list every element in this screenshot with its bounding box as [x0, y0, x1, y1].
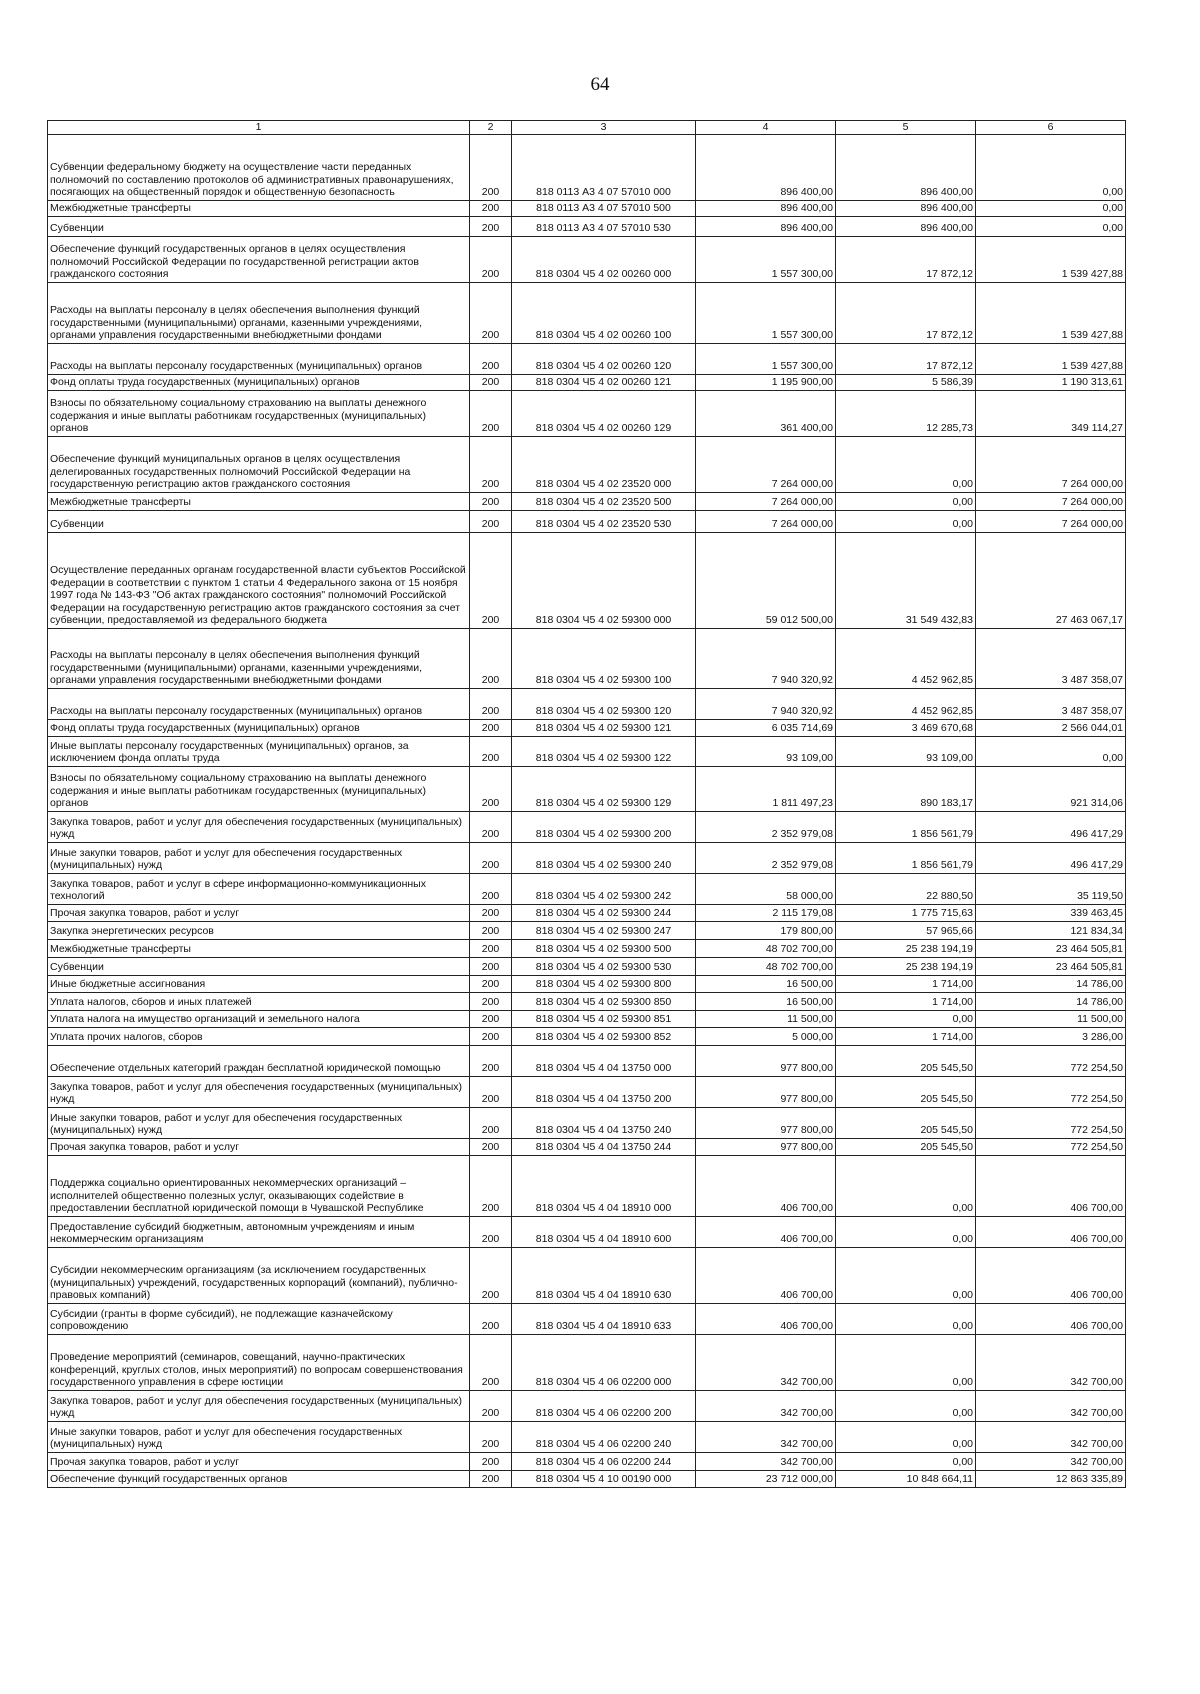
row-code: 200: [470, 1138, 512, 1155]
row-approved: 48 702 700,00: [696, 939, 836, 957]
table-row: [48, 1045, 1126, 1076]
row-classifier: 818 0304 Ч5 4 02 59300 530: [512, 957, 696, 975]
row-classifier: 818 0304 Ч5 4 04 18910 630: [512, 1247, 696, 1303]
table-row: [48, 216, 1126, 236]
column-header-5: 5: [836, 121, 976, 135]
row-approved: 16 500,00: [696, 992, 836, 1010]
row-approved: 977 800,00: [696, 1138, 836, 1155]
table-row: [48, 719, 1126, 736]
row-unexecuted: 772 254,50: [976, 1138, 1126, 1155]
budget-execution-table: [47, 120, 1126, 1488]
row-code: 200: [470, 688, 512, 719]
row-code: 200: [470, 1107, 512, 1138]
row-approved: 7 264 000,00: [696, 436, 836, 492]
row-classifier: 818 0304 Ч5 4 02 59300 000: [512, 532, 696, 628]
row-code: 200: [470, 1216, 512, 1247]
row-unexecuted: 772 254,50: [976, 1107, 1126, 1138]
row-unexecuted: 339 463,45: [976, 904, 1126, 921]
table-row: [48, 766, 1126, 811]
row-approved: 179 800,00: [696, 921, 836, 939]
row-executed: 0,00: [836, 510, 976, 532]
row-executed: 22 880,50: [836, 873, 976, 904]
row-name: Межбюджетные трансферты: [48, 200, 470, 216]
row-code: 200: [470, 957, 512, 975]
row-approved: 48 702 700,00: [696, 957, 836, 975]
row-code: 200: [470, 992, 512, 1010]
row-name: Прочая закупка товаров, работ и услуг: [48, 904, 470, 921]
table-row: [48, 390, 1126, 436]
row-code: 200: [470, 736, 512, 766]
row-name: Субвенции: [48, 957, 470, 975]
table-row: [48, 628, 1126, 688]
row-name: Уплата прочих налогов, сборов: [48, 1027, 470, 1045]
row-classifier: 818 0304 Ч5 4 02 59300 851: [512, 1010, 696, 1027]
row-classifier: 818 0113 А3 4 07 57010 530: [512, 216, 696, 236]
row-classifier: 818 0304 Ч5 4 02 59300 129: [512, 766, 696, 811]
row-executed: 205 545,50: [836, 1076, 976, 1107]
table-row: [48, 873, 1126, 904]
row-unexecuted: 14 786,00: [976, 992, 1126, 1010]
row-code: 200: [470, 921, 512, 939]
column-header-1: 1: [48, 121, 470, 135]
row-executed: 1 775 715,63: [836, 904, 976, 921]
row-unexecuted: 406 700,00: [976, 1247, 1126, 1303]
row-executed: 12 285,73: [836, 390, 976, 436]
row-approved: 342 700,00: [696, 1390, 836, 1421]
page-number: 64: [590, 74, 610, 95]
row-name: Уплата налога на имущество организаций и земельного налога: [48, 1010, 470, 1027]
row-executed: 31 549 432,83: [836, 532, 976, 628]
table-row: [48, 1138, 1126, 1155]
row-executed: 93 109,00: [836, 736, 976, 766]
row-code: 200: [470, 200, 512, 216]
row-unexecuted: 121 834,34: [976, 921, 1126, 939]
row-unexecuted: 406 700,00: [976, 1216, 1126, 1247]
row-unexecuted: 3 487 358,07: [976, 628, 1126, 688]
row-classifier: 818 0304 Ч5 4 02 00260 120: [512, 343, 696, 374]
row-name: Закупка товаров, работ и услуг для обеспечения государственных (муниципальных) нужд: [48, 811, 470, 842]
row-code: 200: [470, 1470, 512, 1487]
table-row: [48, 532, 1126, 628]
table-row: [48, 688, 1126, 719]
row-code: 200: [470, 811, 512, 842]
row-approved: 5 000,00: [696, 1027, 836, 1045]
row-code: 200: [470, 719, 512, 736]
row-code: 200: [470, 1303, 512, 1334]
row-unexecuted: 2 566 044,01: [976, 719, 1126, 736]
row-executed: 0,00: [836, 1452, 976, 1470]
row-approved: 7 264 000,00: [696, 510, 836, 532]
row-code: 200: [470, 1334, 512, 1390]
row-code: 200: [470, 510, 512, 532]
row-name: Прочая закупка товаров, работ и услуг: [48, 1452, 470, 1470]
row-approved: 58 000,00: [696, 873, 836, 904]
row-unexecuted: 1 190 313,61: [976, 374, 1126, 390]
row-unexecuted: 11 500,00: [976, 1010, 1126, 1027]
row-approved: 11 500,00: [696, 1010, 836, 1027]
row-code: 200: [470, 1076, 512, 1107]
row-executed: 1 714,00: [836, 992, 976, 1010]
table-row: [48, 939, 1126, 957]
row-classifier: 818 0304 Ч5 4 02 59300 200: [512, 811, 696, 842]
row-unexecuted: 342 700,00: [976, 1452, 1126, 1470]
table-row: [48, 436, 1126, 492]
table-row: [48, 134, 1126, 200]
row-code: 200: [470, 1390, 512, 1421]
row-approved: 2 352 979,08: [696, 842, 836, 873]
row-approved: 361 400,00: [696, 390, 836, 436]
row-executed: 0,00: [836, 436, 976, 492]
row-name: Субвенции: [48, 216, 470, 236]
table-row: [48, 1470, 1126, 1487]
row-unexecuted: 921 314,06: [976, 766, 1126, 811]
row-unexecuted: 406 700,00: [976, 1303, 1126, 1334]
row-classifier: 818 0304 Ч5 4 02 59300 247: [512, 921, 696, 939]
row-unexecuted: 496 417,29: [976, 842, 1126, 873]
row-code: 200: [470, 436, 512, 492]
row-classifier: 818 0304 Ч5 4 02 59300 240: [512, 842, 696, 873]
row-executed: 3 469 670,68: [836, 719, 976, 736]
row-name: Проведение мероприятий (семинаров, совещаний, научно-практических конференций, круглых столов, иных мероприятий) по вопросам совершенствования государственного управления в сфере юстиции: [48, 1334, 470, 1390]
row-classifier: 818 0304 Ч5 4 02 59300 244: [512, 904, 696, 921]
row-executed: 5 586,39: [836, 374, 976, 390]
row-executed: 1 856 561,79: [836, 842, 976, 873]
row-name: Субвенции: [48, 510, 470, 532]
row-classifier: 818 0304 Ч5 4 02 59300 121: [512, 719, 696, 736]
row-classifier: 818 0304 Ч5 4 02 59300 852: [512, 1027, 696, 1045]
row-executed: 205 545,50: [836, 1138, 976, 1155]
table-row: [48, 1107, 1126, 1138]
row-unexecuted: 23 464 505,81: [976, 957, 1126, 975]
row-unexecuted: 0,00: [976, 134, 1126, 200]
row-code: 200: [470, 390, 512, 436]
row-name: Иные закупки товаров, работ и услуг для обеспечения государственных (муниципальных) нужд: [48, 1421, 470, 1452]
row-unexecuted: 0,00: [976, 736, 1126, 766]
row-classifier: 818 0304 Ч5 4 02 59300 800: [512, 975, 696, 992]
row-name: Субвенции федеральному бюджету на осуществление части переданных полномочий по составлению протоколов об административных правонарушениях, посягающих на общественный порядок и общественную безопасность: [48, 134, 470, 200]
row-approved: 93 109,00: [696, 736, 836, 766]
row-executed: 0,00: [836, 1216, 976, 1247]
column-number-row: [48, 121, 1126, 135]
row-unexecuted: 7 264 000,00: [976, 436, 1126, 492]
column-header-4: 4: [696, 121, 836, 135]
row-code: 200: [470, 1247, 512, 1303]
row-classifier: 818 0304 Ч5 4 04 13750 200: [512, 1076, 696, 1107]
row-unexecuted: 7 264 000,00: [976, 510, 1126, 532]
row-code: 200: [470, 628, 512, 688]
table-row: [48, 1303, 1126, 1334]
row-approved: 977 800,00: [696, 1076, 836, 1107]
row-code: 200: [470, 216, 512, 236]
table-row: [48, 811, 1126, 842]
row-unexecuted: 406 700,00: [976, 1155, 1126, 1216]
row-code: 200: [470, 1045, 512, 1076]
row-code: 200: [470, 374, 512, 390]
table-row: [48, 992, 1126, 1010]
row-approved: 1 195 900,00: [696, 374, 836, 390]
row-executed: 17 872,12: [836, 236, 976, 282]
row-unexecuted: 342 700,00: [976, 1421, 1126, 1452]
row-name: Расходы на выплаты персоналу в целях обеспечения выполнения функций государственными (муниципальными) органами, казенными учреждениями, органами управления государственными внебюджетными фондами: [48, 282, 470, 343]
row-classifier: 818 0113 А3 4 07 57010 000: [512, 134, 696, 200]
row-code: 200: [470, 1010, 512, 1027]
table-row: [48, 200, 1126, 216]
row-classifier: 818 0304 Ч5 4 06 02200 240: [512, 1421, 696, 1452]
row-code: 200: [470, 282, 512, 343]
row-approved: 2 352 979,08: [696, 811, 836, 842]
row-approved: 6 035 714,69: [696, 719, 836, 736]
table-row: [48, 1010, 1126, 1027]
row-approved: 7 264 000,00: [696, 492, 836, 510]
row-executed: 25 238 194,19: [836, 939, 976, 957]
table-row: [48, 842, 1126, 873]
row-executed: 17 872,12: [836, 282, 976, 343]
row-code: 200: [470, 532, 512, 628]
row-unexecuted: 1 539 427,88: [976, 282, 1126, 343]
row-executed: 57 965,66: [836, 921, 976, 939]
table-row: [48, 1421, 1126, 1452]
row-unexecuted: 772 254,50: [976, 1076, 1126, 1107]
row-classifier: 818 0304 Ч5 4 02 00260 121: [512, 374, 696, 390]
row-name: Расходы на выплаты персоналу в целях обеспечения выполнения функций государственными (муниципальными) органами, казенными учреждениями, органами управления государственными внебюджетными фондами: [48, 628, 470, 688]
row-unexecuted: 3 487 358,07: [976, 688, 1126, 719]
row-classifier: 818 0304 Ч5 4 06 02200 200: [512, 1390, 696, 1421]
row-name: Взносы по обязательному социальному страхованию на выплаты денежного содержания и иные выплаты работникам государственных (муниципальных) органов: [48, 390, 470, 436]
row-name: Иные закупки товаров, работ и услуг для обеспечения государственных (муниципальных) нужд: [48, 842, 470, 873]
row-name: Иные выплаты персоналу государственных (муниципальных) органов, за исключением фонда оплаты труда: [48, 736, 470, 766]
row-approved: 896 400,00: [696, 200, 836, 216]
row-executed: 1 714,00: [836, 975, 976, 992]
row-executed: 4 452 962,85: [836, 688, 976, 719]
row-executed: 896 400,00: [836, 134, 976, 200]
row-approved: 342 700,00: [696, 1334, 836, 1390]
table-row: [48, 736, 1126, 766]
row-code: 200: [470, 134, 512, 200]
row-classifier: 818 0304 Ч5 4 02 23520 500: [512, 492, 696, 510]
row-name: Предоставление субсидий бюджетным, автономным учреждениям и иным некоммерческим организациям: [48, 1216, 470, 1247]
row-executed: 0,00: [836, 1421, 976, 1452]
row-code: 200: [470, 939, 512, 957]
row-name: Расходы на выплаты персоналу государственных (муниципальных) органов: [48, 688, 470, 719]
row-classifier: 818 0304 Ч5 4 04 13750 240: [512, 1107, 696, 1138]
row-name: Субсидии некоммерческим организациям (за исключением государственных (муниципальных) учреждений, государственных корпораций (компаний), публично-правовых компаний): [48, 1247, 470, 1303]
row-approved: 977 800,00: [696, 1107, 836, 1138]
row-approved: 342 700,00: [696, 1421, 836, 1452]
row-code: 200: [470, 492, 512, 510]
row-executed: 0,00: [836, 1390, 976, 1421]
row-code: 200: [470, 236, 512, 282]
table-row: [48, 1247, 1126, 1303]
row-unexecuted: 27 463 067,17: [976, 532, 1126, 628]
row-name: Фонд оплаты труда государственных (муниципальных) органов: [48, 374, 470, 390]
row-unexecuted: 23 464 505,81: [976, 939, 1126, 957]
row-code: 200: [470, 975, 512, 992]
row-executed: 896 400,00: [836, 200, 976, 216]
row-name: Обеспечение функций государственных органов: [48, 1470, 470, 1487]
row-classifier: 818 0304 Ч5 4 02 59300 100: [512, 628, 696, 688]
row-unexecuted: 342 700,00: [976, 1390, 1126, 1421]
row-classifier: 818 0304 Ч5 4 02 59300 242: [512, 873, 696, 904]
table-row: [48, 1027, 1126, 1045]
table-row: [48, 510, 1126, 532]
row-approved: 406 700,00: [696, 1303, 836, 1334]
row-approved: 23 712 000,00: [696, 1470, 836, 1487]
table-row: [48, 343, 1126, 374]
row-name: Закупка энергетических ресурсов: [48, 921, 470, 939]
row-executed: 4 452 962,85: [836, 628, 976, 688]
table-row: [48, 975, 1126, 992]
row-executed: 1 856 561,79: [836, 811, 976, 842]
row-unexecuted: 1 539 427,88: [976, 236, 1126, 282]
table-row: [48, 921, 1126, 939]
row-approved: 1 557 300,00: [696, 282, 836, 343]
table-body: [48, 134, 1126, 1487]
row-approved: 7 940 320,92: [696, 628, 836, 688]
row-name: Иные бюджетные ассигнования: [48, 975, 470, 992]
row-classifier: 818 0304 Ч5 4 06 02200 244: [512, 1452, 696, 1470]
row-classifier: 818 0304 Ч5 4 04 13750 000: [512, 1045, 696, 1076]
row-executed: 17 872,12: [836, 343, 976, 374]
row-unexecuted: 7 264 000,00: [976, 492, 1126, 510]
row-name: Осуществление переданных органам государственной власти субъектов Российской Федерации в соответствии с пунктом 1 статьи 4 Федерального закона от 15 ноября 1997 года № 143-ФЗ "Об актах гражданского состояния" полномочий Российской Федерации на государственную регистрацию актов гражданского состояния за счет субвенции, предоставляемой из федерального бюджета: [48, 532, 470, 628]
row-code: 200: [470, 1421, 512, 1452]
row-unexecuted: 342 700,00: [976, 1334, 1126, 1390]
row-unexecuted: 772 254,50: [976, 1045, 1126, 1076]
row-executed: 896 400,00: [836, 216, 976, 236]
table-row: [48, 374, 1126, 390]
table-row: [48, 492, 1126, 510]
row-name: Обеспечение функций муниципальных органов в целях осуществления делегированных государственных полномочий Российской Федерации на государственную регистрацию актов гражданского состояния: [48, 436, 470, 492]
row-approved: 342 700,00: [696, 1452, 836, 1470]
row-executed: 0,00: [836, 1303, 976, 1334]
row-executed: 0,00: [836, 1010, 976, 1027]
row-name: Расходы на выплаты персоналу государственных (муниципальных) органов: [48, 343, 470, 374]
row-unexecuted: 14 786,00: [976, 975, 1126, 992]
row-name: Закупка товаров, работ и услуг для обеспечения государственных (муниципальных) нужд: [48, 1390, 470, 1421]
row-code: 200: [470, 766, 512, 811]
row-executed: 10 848 664,11: [836, 1470, 976, 1487]
row-approved: 406 700,00: [696, 1216, 836, 1247]
table-row: [48, 1076, 1126, 1107]
row-approved: 406 700,00: [696, 1155, 836, 1216]
row-unexecuted: 1 539 427,88: [976, 343, 1126, 374]
row-unexecuted: 496 417,29: [976, 811, 1126, 842]
row-approved: 977 800,00: [696, 1045, 836, 1076]
row-classifier: 818 0113 А3 4 07 57010 500: [512, 200, 696, 216]
row-classifier: 818 0304 Ч5 4 02 59300 850: [512, 992, 696, 1010]
row-classifier: 818 0304 Ч5 4 04 18910 633: [512, 1303, 696, 1334]
row-approved: 406 700,00: [696, 1247, 836, 1303]
row-name: Поддержка социально ориентированных некоммерческих организаций – исполнителей общественно полезных услуг, оказывающих содействие в предоставлении бесплатной юридической помощи в Чувашской Республике: [48, 1155, 470, 1216]
row-executed: 0,00: [836, 492, 976, 510]
row-name: Уплата налогов, сборов и иных платежей: [48, 992, 470, 1010]
row-unexecuted: 12 863 335,89: [976, 1470, 1126, 1487]
table-row: [48, 904, 1126, 921]
row-unexecuted: 0,00: [976, 216, 1126, 236]
row-unexecuted: 349 114,27: [976, 390, 1126, 436]
row-approved: 1 557 300,00: [696, 343, 836, 374]
row-code: 200: [470, 1155, 512, 1216]
row-name: Обеспечение отдельных категорий граждан бесплатной юридической помощью: [48, 1045, 470, 1076]
table-row: [48, 282, 1126, 343]
row-approved: 896 400,00: [696, 216, 836, 236]
row-name: Обеспечение функций государственных органов в целях осуществления полномочий Российской Федерации по государственной регистрации актов гражданского состояния: [48, 236, 470, 282]
row-name: Субсидии (гранты в форме субсидий), не подлежащие казначейскому сопровождению: [48, 1303, 470, 1334]
row-classifier: 818 0304 Ч5 4 02 23520 530: [512, 510, 696, 532]
row-classifier: 818 0304 Ч5 4 04 18910 600: [512, 1216, 696, 1247]
row-executed: 205 545,50: [836, 1107, 976, 1138]
row-classifier: 818 0304 Ч5 4 02 00260 100: [512, 282, 696, 343]
row-approved: 59 012 500,00: [696, 532, 836, 628]
row-name: Межбюджетные трансферты: [48, 492, 470, 510]
row-name: Закупка товаров, работ и услуг для обеспечения государственных (муниципальных) нужд: [48, 1076, 470, 1107]
table-row: [48, 957, 1126, 975]
row-name: Межбюджетные трансферты: [48, 939, 470, 957]
row-name: Прочая закупка товаров, работ и услуг: [48, 1138, 470, 1155]
row-classifier: 818 0304 Ч5 4 02 59300 122: [512, 736, 696, 766]
row-classifier: 818 0304 Ч5 4 06 02200 000: [512, 1334, 696, 1390]
row-classifier: 818 0304 Ч5 4 02 59300 500: [512, 939, 696, 957]
row-classifier: 818 0304 Ч5 4 02 59300 120: [512, 688, 696, 719]
row-approved: 2 115 179,08: [696, 904, 836, 921]
table-row: [48, 1155, 1126, 1216]
row-classifier: 818 0304 Ч5 4 04 13750 244: [512, 1138, 696, 1155]
row-name: Взносы по обязательному социальному страхованию на выплаты денежного содержания и иные выплаты работникам государственных (муниципальных) органов: [48, 766, 470, 811]
row-name: Фонд оплаты труда государственных (муниципальных) органов: [48, 719, 470, 736]
row-executed: 0,00: [836, 1155, 976, 1216]
row-unexecuted: 35 119,50: [976, 873, 1126, 904]
row-unexecuted: 3 286,00: [976, 1027, 1126, 1045]
table-row: [48, 1216, 1126, 1247]
row-classifier: 818 0304 Ч5 4 04 18910 000: [512, 1155, 696, 1216]
table-row: [48, 1390, 1126, 1421]
row-executed: 0,00: [836, 1247, 976, 1303]
row-approved: 1 811 497,23: [696, 766, 836, 811]
column-header-2: 2: [470, 121, 512, 135]
table-row: [48, 1452, 1126, 1470]
row-name: Закупка товаров, работ и услуг в сфере информационно-коммуникационных технологий: [48, 873, 470, 904]
column-header-3: 3: [512, 121, 696, 135]
row-classifier: 818 0304 Ч5 4 02 00260 129: [512, 390, 696, 436]
row-executed: 25 238 194,19: [836, 957, 976, 975]
row-code: 200: [470, 904, 512, 921]
table-row: [48, 236, 1126, 282]
row-executed: 205 545,50: [836, 1045, 976, 1076]
row-code: 200: [470, 343, 512, 374]
row-approved: 896 400,00: [696, 134, 836, 200]
column-header-6: 6: [976, 121, 1126, 135]
row-code: 200: [470, 1452, 512, 1470]
row-classifier: 818 0304 Ч5 4 10 00190 000: [512, 1470, 696, 1487]
row-code: 200: [470, 842, 512, 873]
row-code: 200: [470, 1027, 512, 1045]
row-executed: 0,00: [836, 1334, 976, 1390]
row-approved: 7 940 320,92: [696, 688, 836, 719]
table-row: [48, 1334, 1126, 1390]
row-executed: 1 714,00: [836, 1027, 976, 1045]
row-name: Иные закупки товаров, работ и услуг для обеспечения государственных (муниципальных) нужд: [48, 1107, 470, 1138]
row-code: 200: [470, 873, 512, 904]
row-unexecuted: 0,00: [976, 200, 1126, 216]
row-classifier: 818 0304 Ч5 4 02 23520 000: [512, 436, 696, 492]
row-approved: 16 500,00: [696, 975, 836, 992]
row-executed: 890 183,17: [836, 766, 976, 811]
row-approved: 1 557 300,00: [696, 236, 836, 282]
row-classifier: 818 0304 Ч5 4 02 00260 000: [512, 236, 696, 282]
